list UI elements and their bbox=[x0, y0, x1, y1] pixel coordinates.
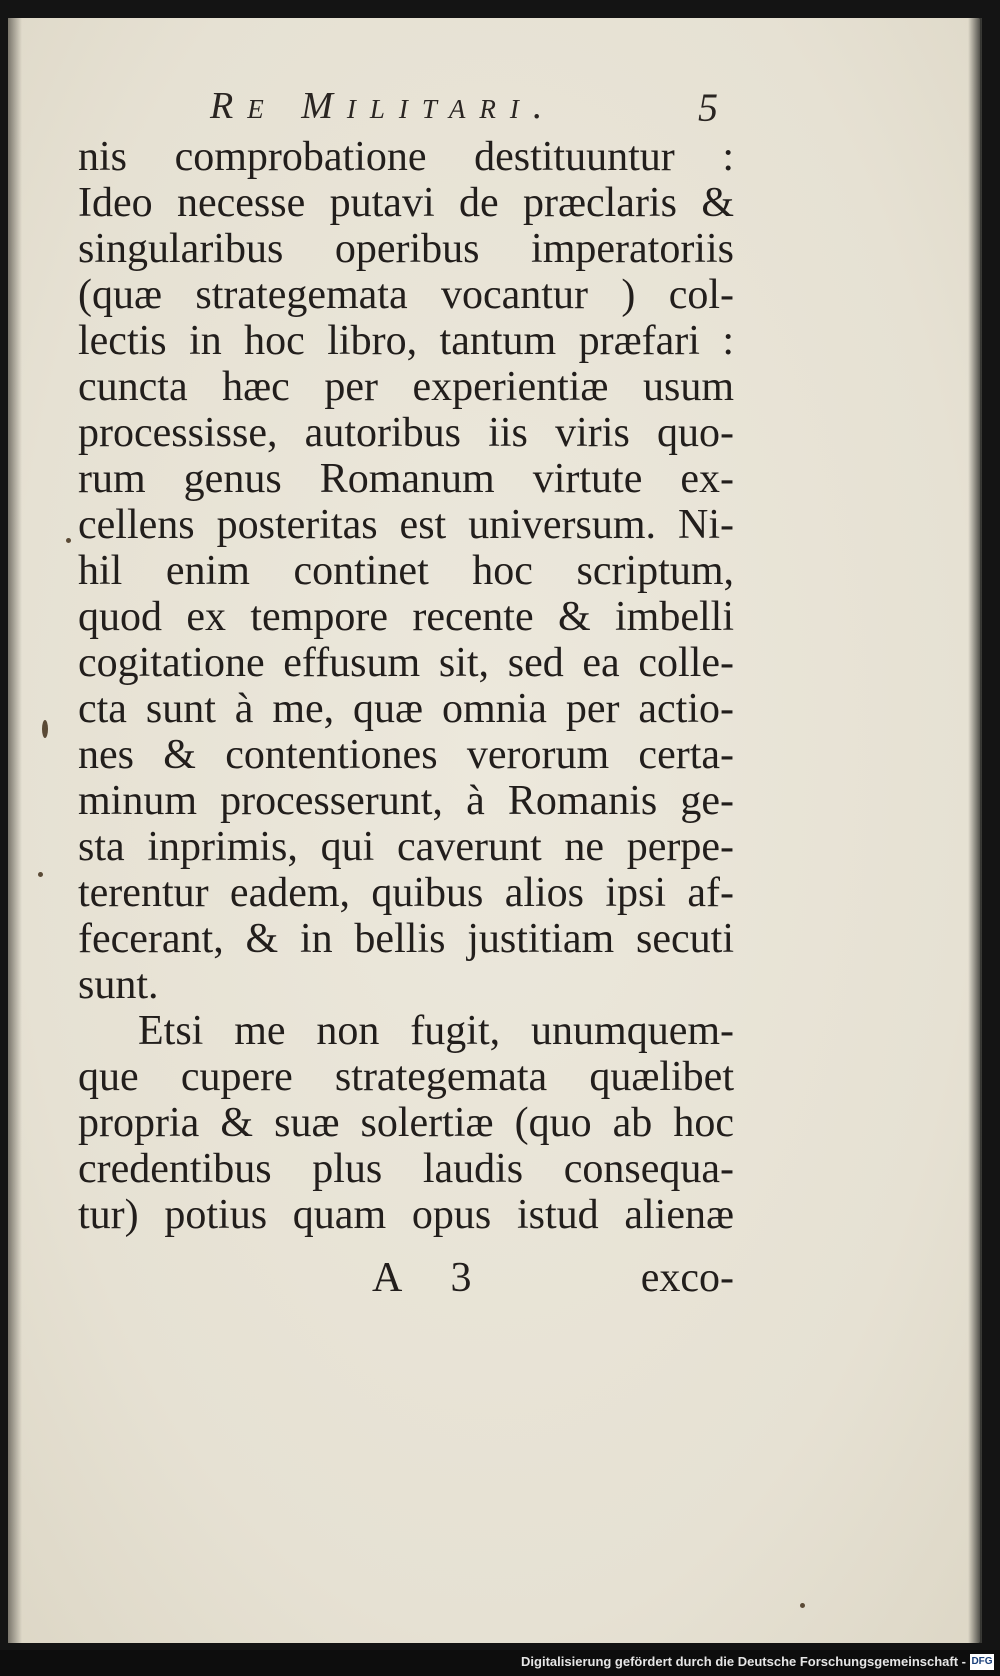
text-line: nes & contentiones verorum certa- bbox=[78, 732, 734, 778]
running-head bbox=[210, 84, 730, 132]
text-line: lectis in hoc libro, tantum præfari : bbox=[78, 318, 734, 364]
text-line: cuncta hæc per experientiæ usum bbox=[78, 364, 734, 410]
text-line: sunt. bbox=[78, 962, 159, 1008]
text-line: credentibus plus laudis consequa- bbox=[78, 1146, 734, 1192]
digitization-footer bbox=[0, 1650, 1000, 1676]
text-line: cogitatione effusum sit, sed ea colle- bbox=[78, 640, 734, 686]
text-line: hil enim continet hoc scriptum, bbox=[78, 548, 734, 594]
text-line: minum processerunt, à Romanis ge- bbox=[78, 778, 734, 824]
text-line: singularibus operibus imperatoriis bbox=[78, 226, 734, 272]
spine-shadow bbox=[8, 18, 22, 1643]
paper-speck bbox=[800, 1603, 805, 1608]
text-line: sta inprimis, qui caverunt ne perpe- bbox=[78, 824, 734, 870]
paragraph-start-line: Etsi me non fugit, unumquem- bbox=[138, 1008, 734, 1054]
text-line: (quæ strategemata vocantur ) col- bbox=[78, 272, 734, 318]
text-line: nis comprobatione destituuntur : bbox=[78, 134, 734, 180]
text-line: quod ex tempore recente & imbelli bbox=[78, 594, 734, 640]
text-line: Ideo necesse putavi de præclaris & bbox=[78, 180, 734, 226]
catchword: exco- bbox=[640, 1255, 734, 1301]
page-number: 5 bbox=[698, 85, 718, 130]
text-line: processisse, autoribus iis viris quo- bbox=[78, 410, 734, 456]
text-line: que cupere strategemata quælibet bbox=[78, 1054, 734, 1100]
body-text bbox=[78, 134, 734, 1238]
signature-mark: A 3 bbox=[372, 1255, 492, 1301]
text-line: terentur eadem, quibus alios ipsi af- bbox=[78, 870, 734, 916]
page-edge-shadow bbox=[968, 18, 982, 1643]
paper-speck bbox=[42, 720, 48, 738]
text-line: fecerant, & in bellis justitiam secuti bbox=[78, 916, 734, 962]
signature-line bbox=[78, 1254, 734, 1310]
text-line: cta sunt à me, quæ omnia per actio- bbox=[78, 686, 734, 732]
running-head-title: Re Militari. bbox=[210, 85, 557, 127]
footer-credit: Digitalisierung gefördert durch die Deutsche Forschungsgemeinschaft - bbox=[521, 1654, 966, 1669]
paper-speck bbox=[66, 538, 71, 543]
dfg-logo-icon: DFG bbox=[970, 1654, 994, 1670]
text-line: tur) potius quam opus istud alienæ bbox=[78, 1192, 734, 1238]
text-line: cellens posteritas est universum. Ni- bbox=[78, 502, 734, 548]
paper-speck bbox=[38, 872, 43, 877]
text-line: rum genus Romanum virtute ex- bbox=[78, 456, 734, 502]
text-line: propria & suæ solertiæ (quo ab hoc bbox=[78, 1100, 734, 1146]
